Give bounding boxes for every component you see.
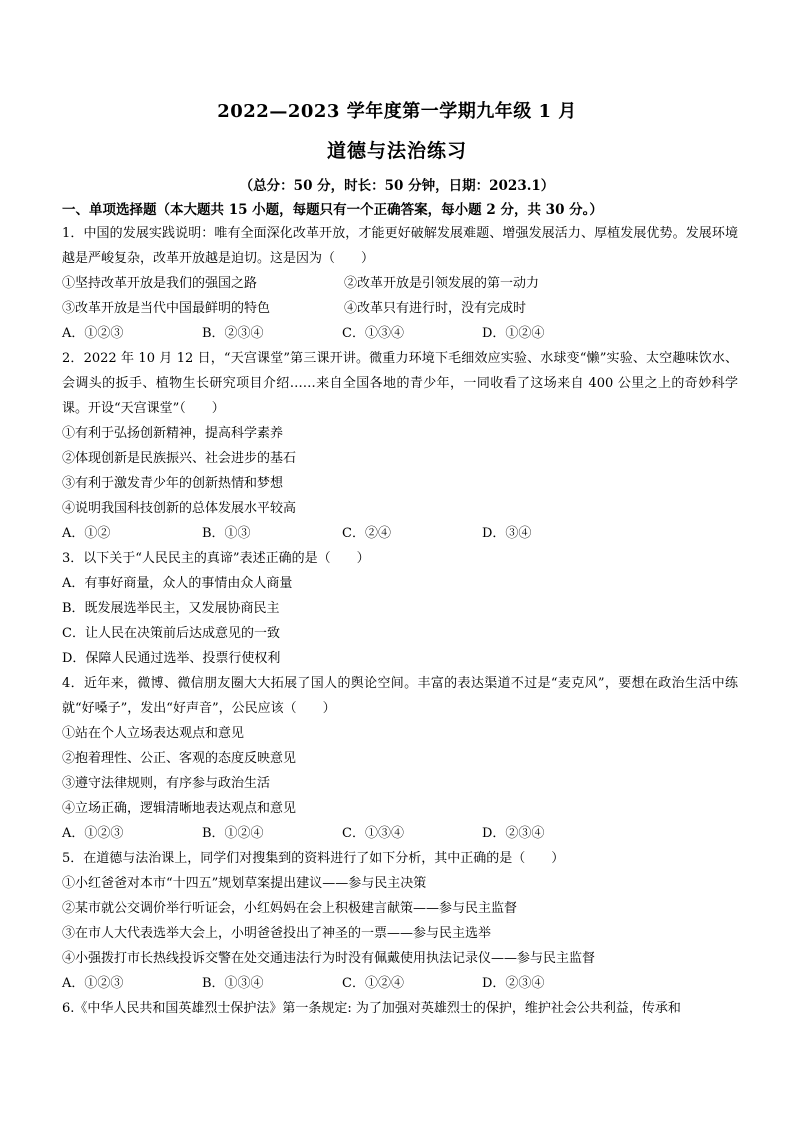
question-1-choice-a: A．①②③ (62, 326, 124, 341)
question-5-choice-c: C．①②④ (342, 976, 404, 991)
question-5-statement-3: ③在市人大代表选举大会上，小明爸爸投出了神圣的一票——参与民主选举 (62, 926, 492, 941)
question-4-choice-a: A．①②③ (62, 826, 124, 841)
question-4-statement-1: ①站在个人立场表达观点和意见 (62, 726, 245, 741)
question-1-choice-b: B．②③④ (202, 326, 264, 341)
question-1-choices (62, 321, 738, 346)
question-4-statement-3: ③遵守法律规则，有序参与政治生活 (62, 776, 271, 791)
question-4-choice-d: D．②③④ (482, 826, 545, 841)
question-1-statement-4: ④改革只有进行时，没有完成时 (344, 301, 527, 316)
question-2-choice-a: A．①② (62, 526, 111, 541)
question-2-statement-2: ②体现创新是民族振兴、社会进步的基石 (62, 451, 297, 466)
question-3-choice-b: B．既发展选举民主，又发展协商民主 (62, 601, 280, 616)
question-3-choice-d: D．保障人民通过选举、投票行使权利 (62, 651, 281, 666)
question-1-choice-d: D．①②④ (482, 326, 545, 341)
question-4-statement-4: ④立场正确，逻辑清晰地表达观点和意见 (62, 801, 297, 816)
question-1-stem: 1．中国的发展实践说明：唯有全面深化改革开放，才能更好破解发展难题、增强发展活力、厚植发展优势。发展环境越是严峻复杂，改革开放越是迫切。这是因为（ ） (62, 226, 738, 266)
exam-title: 2022—2023 学年度第一学期九年级 1 月 (217, 101, 577, 122)
question-4-choices (62, 821, 738, 846)
questions (62, 221, 738, 1021)
question-4-statement-2: ②抱着理性、公正、客观的态度反映意见 (62, 751, 297, 766)
question-1-statement-1: ①坚持改革开放是我们的强国之路 (62, 276, 258, 291)
question-5-choice-a: A．①②③ (62, 976, 124, 991)
question-6-stem: 6.《中华人民共和国英雄烈士保护法》第一条规定: 为了加强对英雄烈士的保护，维护社会公共利益，传承和 (62, 1001, 681, 1016)
question-2-statement-4: ④说明我国科技创新的总体发展水平较高 (62, 501, 297, 516)
question-5-choices (62, 971, 738, 996)
question-1-statement-3: ③改革开放是当代中国最鲜明的特色 (62, 301, 271, 316)
question-2-statement-3: ③有利于激发青少年的创新热情和梦想 (62, 476, 284, 491)
question-2-statement-1: ①有利于弘扬创新精神，提高科学素养 (62, 426, 284, 441)
question-3-stem: 3．以下关于“人民民主的真谛”表述正确的是（ ） (62, 551, 370, 566)
question-5-statement-2: ②某市就公交调价举行听证会，小红妈妈在会上积极建言献策——参与民主监督 (62, 901, 518, 916)
question-5-statement-1: ①小红爸爸对本市“十四五”规划草案提出建议——参与民主决策 (62, 876, 427, 891)
question-3-choice-a: A．有事好商量，众人的事情由众人商量 (62, 576, 293, 591)
question-3-choice-c: C．让人民在决策前后达成意见的一致 (62, 626, 280, 641)
question-4-choice-c: C．①③④ (342, 826, 404, 841)
question-5-statement-4: ④小强拨打市长热线投诉交警在处交通违法行为时没有佩戴使用执法记录仪——参与民主监督 (62, 951, 596, 966)
exam-subject: 道德与法治练习 (326, 140, 467, 162)
question-1-statement-2: ②改革开放是引领发展的第一动力 (344, 276, 540, 291)
question-5-choice-b: B．①③④ (202, 976, 264, 991)
question-1-choice-c: C．①③④ (342, 326, 404, 341)
question-2-stem: 2．2022 年 10 月 12 日，“天宫课堂”第三课开讲。微重力环境下毛细效应实验、水球变“懒”实验、太空趣味饮水、会调头的扳手、植物生长研究项目介绍……来自全国各地的青少年，一同收看了这场来自 400 公里之上的奇妙科学课。开设“天宫课堂”（ ） (62, 351, 738, 416)
section-heading: 一、单项选择题（本大题共 15 小题，每题只有一个正确答案，每小题 2 分，共 30 分。） (62, 202, 603, 218)
exam-info: （总分：50 分，时长：50 分钟，日期：2023.1） (239, 178, 555, 194)
question-2-choice-b: B．①③ (202, 526, 251, 541)
question-4-stem: 4．近年来，微博、微信朋友圈大大拓展了国人的舆论空间。丰富的表达渠道不过是“麦克风”，要想在政治生活中练就“好嗓子”，发出“好声音”，公民应该（ ） (62, 676, 738, 716)
question-1-statements-row1 (62, 271, 738, 296)
question-2-choices (62, 521, 738, 546)
question-1-statements-row2 (62, 296, 738, 321)
question-2-choice-c: C．②④ (342, 526, 391, 541)
question-4-choice-b: B．①②④ (202, 826, 264, 841)
question-2-choice-d: D．③④ (482, 526, 532, 541)
question-5-stem: 5．在道德与法治课上，同学们对搜集到的资料进行了如下分析，其中正确的是（ ） (62, 851, 565, 866)
question-5-choice-d: D．②③④ (482, 976, 545, 991)
